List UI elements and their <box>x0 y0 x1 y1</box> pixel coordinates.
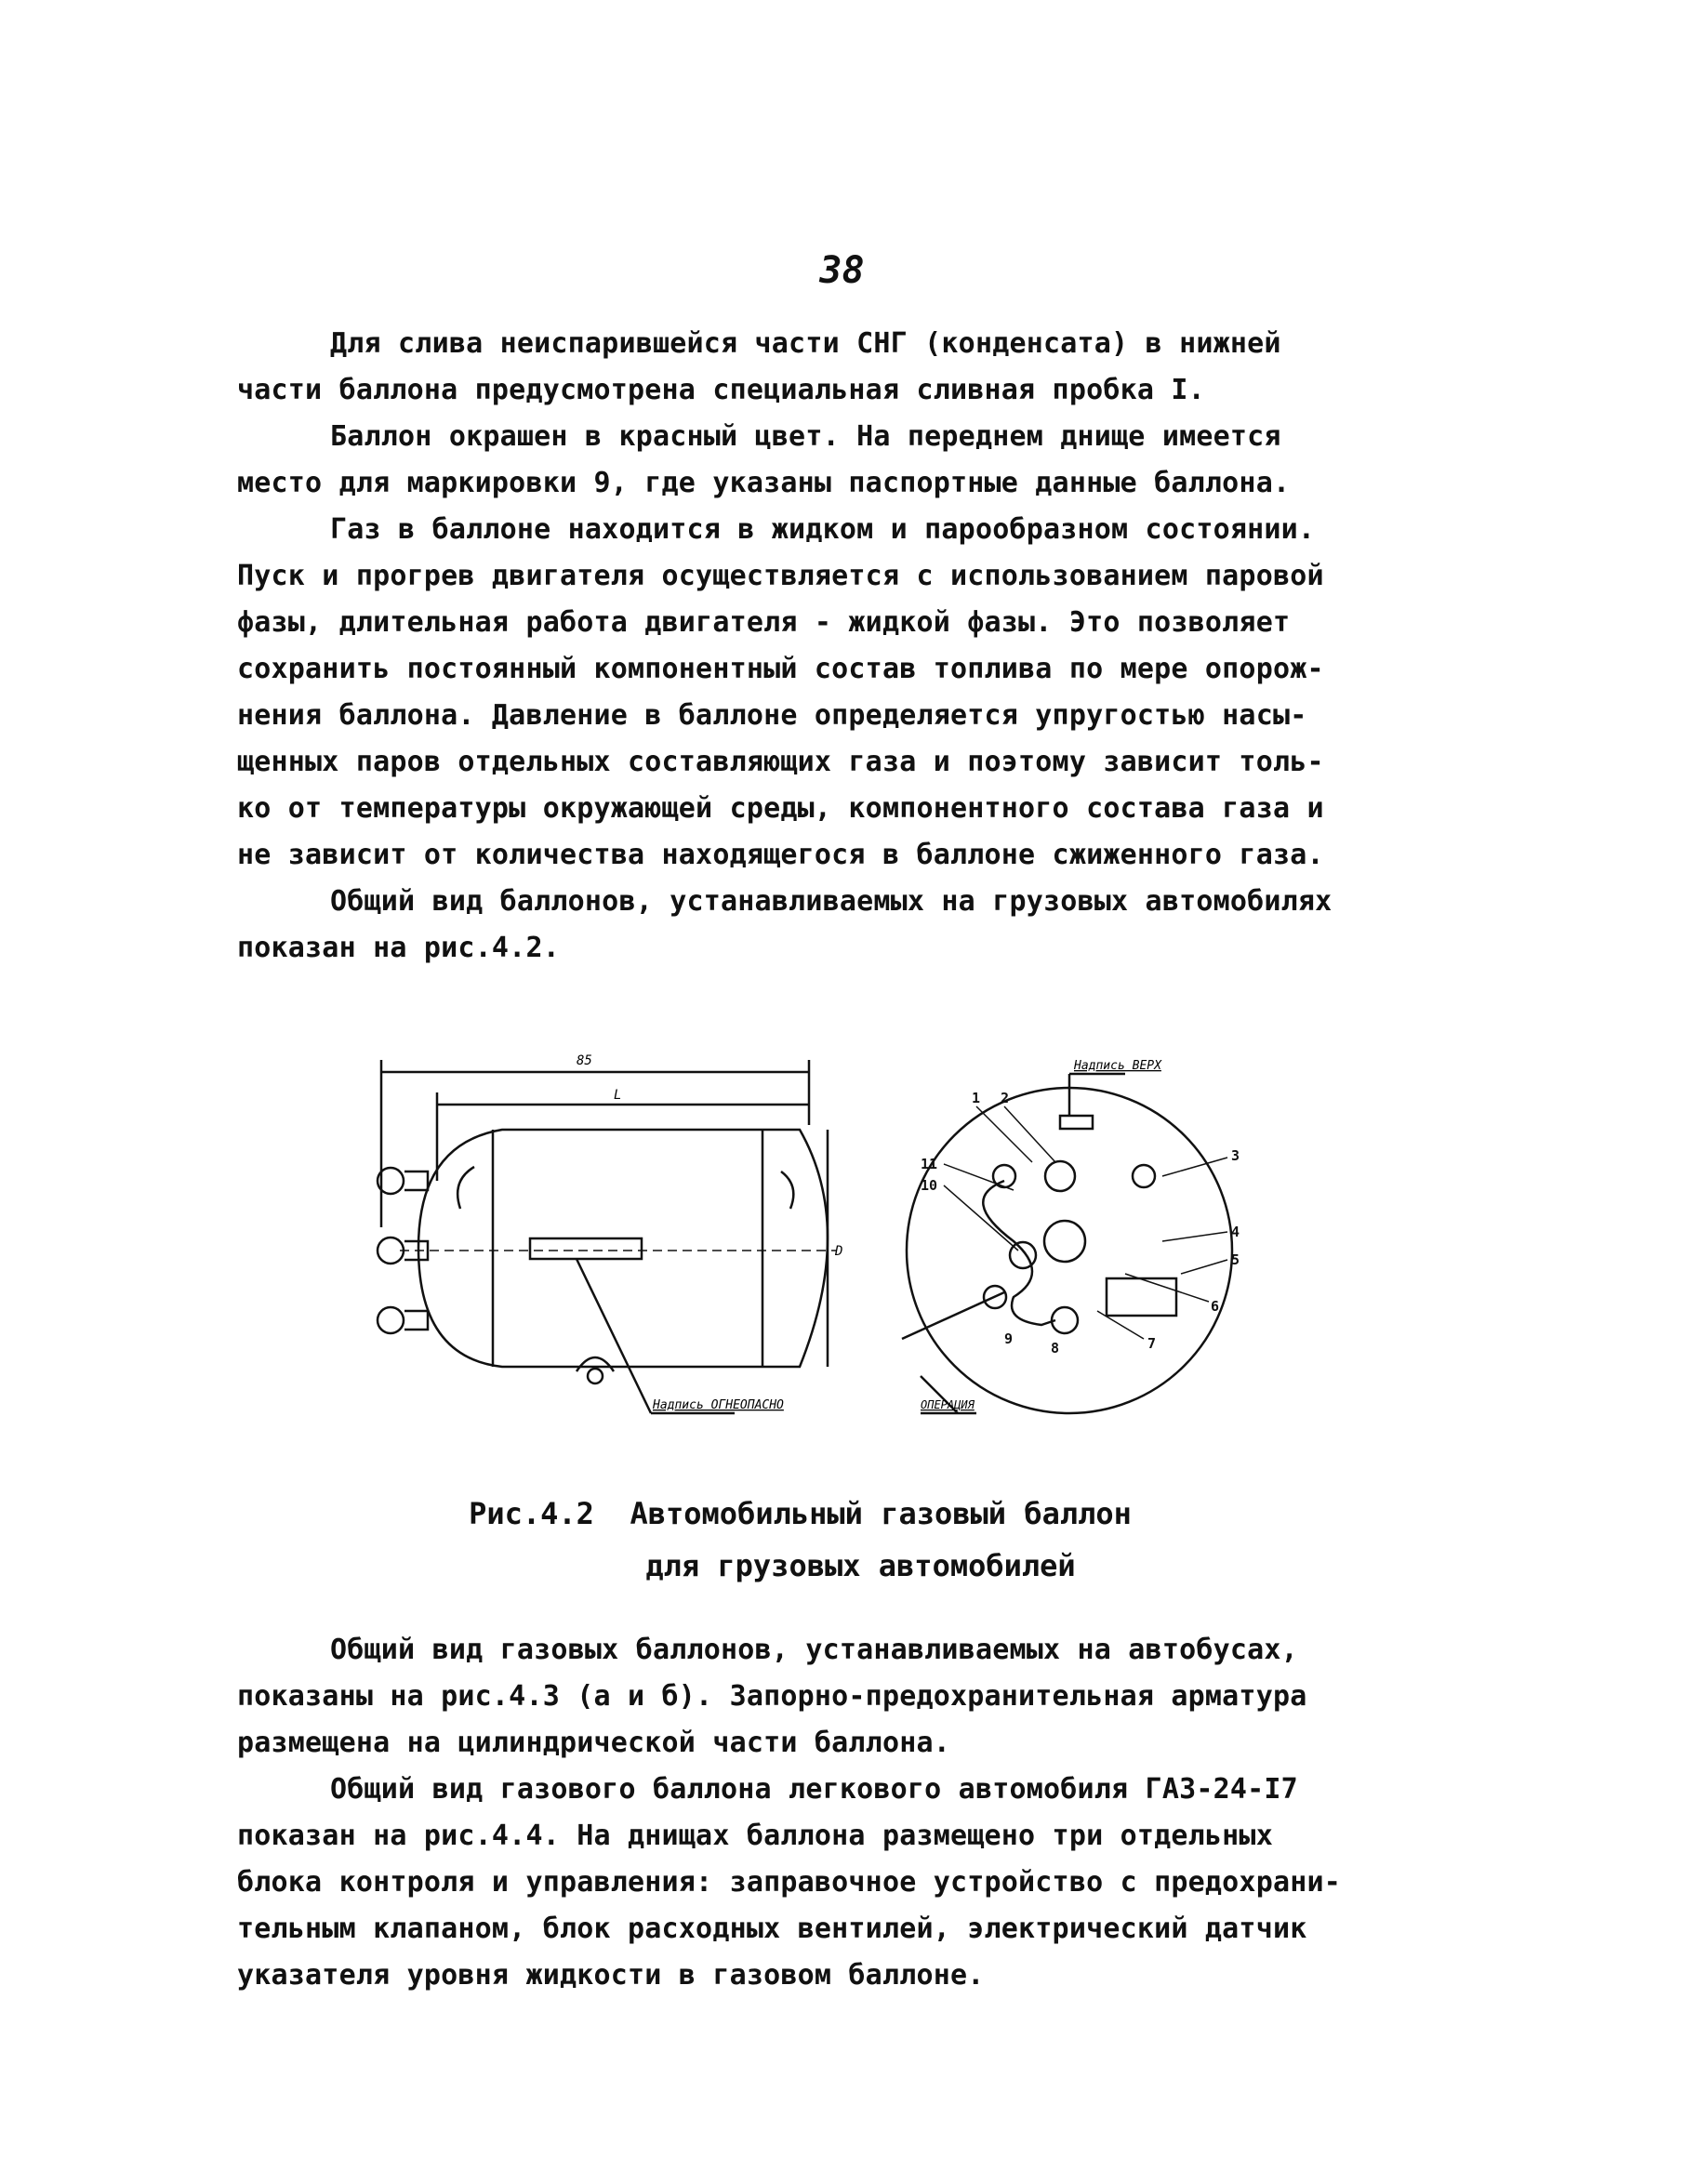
callout-7: 7 <box>1147 1335 1157 1352</box>
callout-9: 9 <box>1004 1330 1014 1347</box>
text-line: Пуск и прогрев двигателя осуществляется с использованием паровой <box>237 560 1324 592</box>
callout-10: 10 <box>921 1177 938 1194</box>
page-number: 38 <box>819 249 865 292</box>
dim-label-d: D <box>835 1244 843 1259</box>
text-line: размещена на цилиндрической части баллона. <box>237 1727 950 1759</box>
figure-drawing <box>363 1041 1339 1441</box>
dim-label-85: 85 <box>577 1053 592 1068</box>
label-operation: ОПЕРАЦИЯ <box>921 1398 975 1411</box>
caption-line: Рис.4.2 Автомобильный газовый баллон <box>469 1496 1132 1531</box>
lifting-lug <box>781 1171 793 1209</box>
front-view-circle <box>907 1088 1232 1413</box>
dim-label-l: L <box>614 1088 622 1103</box>
text-line: части баллона предусмотрена специальная сливная пробка I. <box>237 374 1205 406</box>
callout-8: 8 <box>1051 1340 1060 1357</box>
text-line: Для слива неиспарившейся части СНГ (конденсата) в нижней <box>330 327 1281 360</box>
fitting <box>1045 1161 1075 1191</box>
text-line: щенных паров отдельных составляющих газа и поэтому зависит толь- <box>237 746 1324 778</box>
cylinder-body <box>418 1130 828 1367</box>
fitting <box>1133 1165 1155 1187</box>
text-bottom <box>237 1627 1474 1999</box>
text-line: тельным клапаном, блок расходных вентилей, электрический датчик <box>237 1913 1307 1945</box>
text-line: показаны на рис.4.3 (а и б). Запорно-предохранительная арматура <box>237 1680 1307 1713</box>
figure-caption <box>0 1488 1684 1592</box>
text-line: Общий вид газовых баллонов, устанавливаемых на автобусах, <box>330 1634 1298 1666</box>
callout-1: 1 <box>972 1090 981 1106</box>
mark-plate <box>1060 1116 1093 1129</box>
text-top <box>237 321 1474 972</box>
callout-2: 2 <box>1001 1090 1010 1106</box>
text-line: Газ в баллоне находится в жидком и парообразном состоянии. <box>330 513 1316 546</box>
valve <box>378 1238 404 1264</box>
text-line: сохранить постоянный компонентный состав топлива по мере опорож- <box>237 653 1324 685</box>
text-line: ко от температуры окружающей среды, компонентного состава газа и <box>237 792 1324 825</box>
callout-5: 5 <box>1231 1251 1240 1268</box>
text-line: Общий вид газового баллона легкового автомобиля ГАЗ-24-I7 <box>330 1773 1298 1806</box>
callout-4: 4 <box>1231 1224 1240 1240</box>
valve-body <box>404 1311 428 1330</box>
text-line: место для маркировки 9, где указаны паспортные данные баллона. <box>237 467 1291 499</box>
text-line: показан на рис.4.4. На днищах баллона размещено три отдельных <box>237 1820 1273 1852</box>
text-line: блока контроля и управления: заправочное устройство с предохрани- <box>237 1866 1341 1899</box>
label-flammable: Надпись ОГНЕОПАСНО <box>653 1398 784 1412</box>
text-line: нения баллона. Давление в баллоне определяется упругостью насы- <box>237 699 1307 732</box>
lifting-lug <box>457 1167 474 1209</box>
hose <box>983 1181 1055 1325</box>
pipe <box>902 1292 1004 1339</box>
drain-plug-cap <box>588 1369 603 1383</box>
caption-line: для грузовых автомобилей <box>645 1548 1076 1583</box>
text-line: показан на рис.4.2. <box>237 932 560 964</box>
callout-11: 11 <box>921 1156 938 1172</box>
figure-gas-cylinder <box>363 1041 1339 1441</box>
callout-3: 3 <box>1231 1147 1240 1164</box>
text-line: указателя уровня жидкости в газовом баллоне. <box>237 1959 985 1992</box>
fitting <box>1044 1221 1085 1262</box>
text-line: Общий вид баллонов, устанавливаемых на грузовых автомобилях <box>330 885 1333 918</box>
text-line: Баллон окрашен в красный цвет. На переднем днище имеется <box>330 420 1281 453</box>
text-line: фазы, длительная работа двигателя - жидкой фазы. Это позволяет <box>237 606 1291 639</box>
label-top: Надпись ВЕРХ <box>1074 1059 1161 1073</box>
text-line: не зависит от количества находящегося в баллоне сжиженного газа. <box>237 839 1324 871</box>
junction-box <box>1107 1278 1176 1316</box>
label-plate <box>530 1238 642 1259</box>
fitting <box>1052 1307 1078 1333</box>
valve <box>378 1307 404 1333</box>
valve-body <box>404 1171 428 1190</box>
leader-line <box>577 1259 651 1413</box>
callout-6: 6 <box>1211 1298 1220 1315</box>
